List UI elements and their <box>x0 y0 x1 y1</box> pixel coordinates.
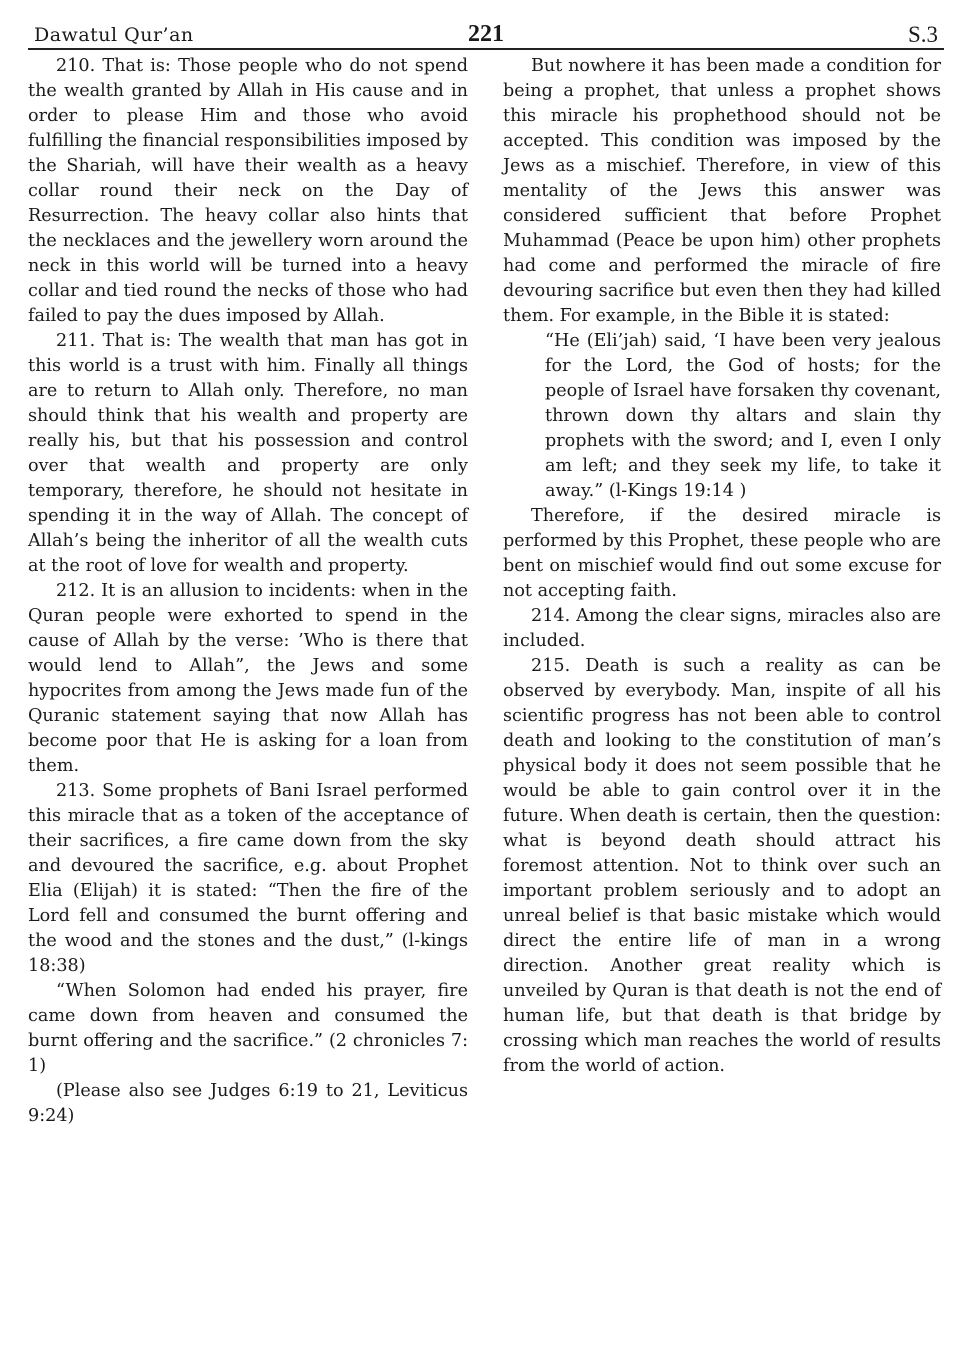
book-title: Dawatul Qur’an <box>34 24 194 46</box>
right-column <box>503 54 941 1079</box>
note-215: 215. Death is such a reality as can be observed by everybody. Man, inspite of all his scientific progress has not been able to control death and looking to the constitution of man’s physical body it does not seem possible that he would be able to gain control over it in the future. When death is certain, then the question: what is beyond death should attract his foremost attention. Not to think over such an important problem seriously and to adopt an unreal belief is that basic mistake which would direct the entire life of man in a wrong direction. Another great reality which is unveiled by Quran is that death is not the end of human life, but that death is that bridge by crossing which man reaches the world of results from the world of action. <box>503 656 941 1076</box>
note-211: 211. That is: The wealth that man has got in this world is a trust with him. Finally all things are to return to Allah only. Therefore, no man should think that his wealth and property are really his, but that his possession and control over that wealth and property are only temporary, therefore, he should not hesitate in spending it in the way of Allah. The concept of Allah’s being the inheritor of all the wealth cuts at the root of love for wealth and property. <box>28 331 468 576</box>
solomon-quote: “When Solomon had ended his prayer, fire came down from heaven and consumed the burnt offering and the sacrifice.” (2 chronicles 7: 1) <box>28 981 468 1076</box>
note-213-conclusion: Therefore, if the desired miracle is performed by this Prophet, these people who are bent on mischief would find out some excuse for not accepting faith. <box>503 506 941 601</box>
note-214: 214. Among the clear signs, miracles also are included. <box>503 606 941 651</box>
page-header <box>28 20 944 50</box>
left-column <box>28 54 468 1129</box>
surah-label: S.3 <box>907 22 938 47</box>
page-number: 221 <box>468 21 504 47</box>
note-212: 212. It is an allusion to incidents: when in the Quran people were exhorted to spend in the cause of Allah by the verse: ’Who is there that would lend to Allah”, the Jews and some hypocrites from among the Jews made fun of the Quranic statement saying that now Allah has become poor that He is asking for a loan from them. <box>28 581 468 776</box>
see-also-reference: (Please also see Judges 6:19 to 21, Leviticus 9:24) <box>28 1081 468 1126</box>
note-213-continued: But nowhere it has been made a condition for being a prophet, that unless a prophet shows this miracle his prophethood should not be accepted. This condition was imposed by the Jews as a mischief. Therefore, in view of this mentality of the Jews this answer was considered sufficient that before Prophet Muhammad (Peace be upon him) other prophets had come and performed the miracle of fire devouring sacrifice but even then they had killed them. For example, in the Bible it is stated: <box>503 56 941 326</box>
bible-quote: “He (Eli’jah) said, ‘I have been very jealous for the Lord, the God of hosts; for the people of Israel have forsaken thy covenant, thrown down thy altars and slain thy prophets with the sword; and I, even I only am left; and they seek my life, to take it away.” (l-Kings 19:14 ) <box>545 331 941 501</box>
note-213: 213. Some prophets of Bani Israel performed this miracle that as a token of the acceptance of their sacrifices, a fire came down from the sky and devoured the sacrifice, e.g. about Prophet Elia (Elijah) it is stated: “Then the fire of the Lord fell and consumed the burnt offering and the wood and the stones and the dust,” (l-kings 18:38) <box>28 781 468 976</box>
note-210: 210. That is: Those people who do not spend the wealth granted by Allah in His cause and in order to please Him and those who avoid fulfilling the financial responsibilities imposed by the Shariah, will have their wealth as a heavy collar round their neck on the Day of Resurrection. The heavy collar also hints that the necklaces and the jewellery worn around the neck in this world will be turned into a heavy collar and tied round the necks of those who had failed to pay the dues imposed by Allah. <box>28 56 468 326</box>
